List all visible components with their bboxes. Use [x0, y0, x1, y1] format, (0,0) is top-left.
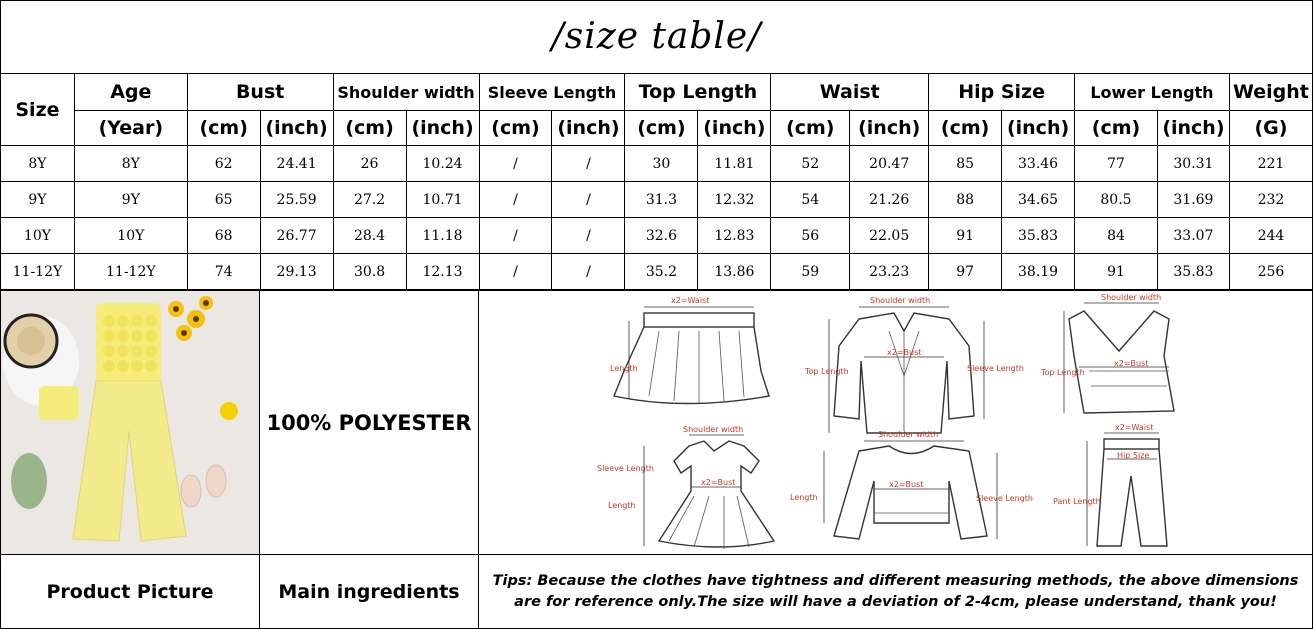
- table-cell: 35.83: [1157, 254, 1229, 290]
- material-text: 100% POLYESTER: [266, 410, 472, 435]
- unit-header: (cm): [333, 111, 406, 146]
- unit-header: (G): [1229, 111, 1312, 146]
- table-cell: 29.13: [260, 254, 333, 290]
- vest-shoulder-label: Shoulder width: [1101, 293, 1162, 302]
- table-cell: 52: [771, 146, 850, 182]
- table-cell: 23.23: [850, 254, 929, 290]
- table-cell: /: [479, 182, 552, 218]
- column-header: Bust: [187, 74, 333, 111]
- table-cell: 35.83: [1002, 218, 1075, 254]
- sweater-bust-label: x2=Bust: [889, 480, 924, 489]
- product-photo: [0, 290, 260, 555]
- table-cell: 80.5: [1075, 182, 1158, 218]
- table-cell: /: [552, 182, 625, 218]
- column-header: Shoulder width: [333, 74, 479, 111]
- unit-header: (inch): [1002, 111, 1075, 146]
- table-row: [1, 254, 1313, 290]
- tips-text: Tips: Because the clothes have tightness and different measuring methods, the above dimensions are for reference only.The size will have a deviation of 2-4cm, please understand, thank you!: [492, 572, 1299, 610]
- pants-hip-label: Hip Size: [1117, 451, 1150, 460]
- unit-header: (cm): [771, 111, 850, 146]
- table-cell: 35.2: [625, 254, 698, 290]
- table-cell: 31.69: [1157, 182, 1229, 218]
- table-cell: 38.19: [1002, 254, 1075, 290]
- dress-sleeve-label: Sleeve Length: [597, 464, 654, 473]
- column-header: Top Length: [625, 74, 771, 111]
- table-cell: 10.71: [406, 182, 479, 218]
- table-header-row: [1, 74, 1313, 111]
- table-cell: 8Y: [74, 146, 187, 182]
- column-header: Lower Length: [1075, 74, 1230, 111]
- table-cell: 13.86: [698, 254, 771, 290]
- jacket-diagram: [804, 296, 1024, 433]
- main-ingredients-label: Main ingredients: [278, 580, 460, 603]
- jacket-toplength-label: Top Length: [805, 367, 849, 376]
- table-cell: 10Y: [74, 218, 187, 254]
- table-cell: 62: [187, 146, 260, 182]
- table-cell: 77: [1075, 146, 1158, 182]
- table-cell: 221: [1229, 146, 1312, 182]
- jacket-shoulder-label: Shoulder width: [870, 296, 931, 305]
- table-cell: 8Y: [1, 146, 75, 182]
- column-header: Weight: [1229, 74, 1312, 111]
- unit-header: (inch): [260, 111, 333, 146]
- table-cell: 10.24: [406, 146, 479, 182]
- table-cell: 9Y: [1, 182, 75, 218]
- table-row: [1, 146, 1313, 182]
- table-cell: 33.46: [1002, 146, 1075, 182]
- table-cell: 12.13: [406, 254, 479, 290]
- pants-diagram: [1053, 423, 1167, 546]
- table-row: [1, 182, 1313, 218]
- table-cell: 33.07: [1157, 218, 1229, 254]
- table-cell: 85: [929, 146, 1002, 182]
- table-cell: 74: [187, 254, 260, 290]
- table-cell: 11-12Y: [1, 254, 75, 290]
- pants-waist-label: x2=Waist: [1115, 423, 1154, 432]
- sweater-shoulder-label: Shoulder width: [878, 430, 939, 439]
- table-cell: /: [479, 146, 552, 182]
- unit-header: (cm): [479, 111, 552, 146]
- table-cell: /: [552, 218, 625, 254]
- table-cell: 11.18: [406, 218, 479, 254]
- main-ingredients-cell: [259, 554, 479, 629]
- size-table: [0, 73, 1313, 290]
- tips-cell: [478, 554, 1313, 629]
- skirt-waist-label: x2=Waist: [671, 296, 710, 305]
- table-cell: 27.2: [333, 182, 406, 218]
- table-cell: /: [552, 254, 625, 290]
- material-cell: [259, 290, 479, 555]
- sweater-diagram: [790, 430, 1033, 539]
- dress-bust-label: x2=Bust: [701, 478, 736, 487]
- table-cell: 30.31: [1157, 146, 1229, 182]
- sweater-length-label: Length: [790, 493, 818, 502]
- table-cell: 26: [333, 146, 406, 182]
- column-header: Hip Size: [929, 74, 1075, 111]
- product-picture-cell: [0, 554, 260, 629]
- unit-header: (cm): [1075, 111, 1158, 146]
- unit-header: (inch): [1157, 111, 1229, 146]
- product-photo-image: [1, 291, 259, 554]
- size-header: Size: [1, 74, 75, 146]
- details-section: [0, 290, 1313, 629]
- product-picture-label: Product Picture: [46, 580, 214, 603]
- table-cell: 24.41: [260, 146, 333, 182]
- skirt-diagram: [610, 296, 769, 404]
- table-cell: 34.65: [1002, 182, 1075, 218]
- table-cell: 65: [187, 182, 260, 218]
- column-header: Sleeve Length: [479, 74, 625, 111]
- vest-toplength-label: Top Length: [1041, 368, 1085, 377]
- table-cell: 30.8: [333, 254, 406, 290]
- table-cell: 25.59: [260, 182, 333, 218]
- dress-shoulder-label: Shoulder width: [683, 425, 744, 434]
- table-cell: 68: [187, 218, 260, 254]
- unit-header: (cm): [625, 111, 698, 146]
- table-cell: 12.32: [698, 182, 771, 218]
- unit-header: (inch): [552, 111, 625, 146]
- sweater-sleeve-label: Sleeve Length: [976, 494, 1033, 503]
- unit-header: (cm): [187, 111, 260, 146]
- unit-header: (cm): [929, 111, 1002, 146]
- table-cell: 32.6: [625, 218, 698, 254]
- table-cell: 97: [929, 254, 1002, 290]
- unit-header: (inch): [698, 111, 771, 146]
- table-cell: 56: [771, 218, 850, 254]
- measurement-diagram-svg: [479, 291, 1312, 554]
- table-cell: 59: [771, 254, 850, 290]
- table-cell: 11.81: [698, 146, 771, 182]
- measurement-diagrams: [478, 290, 1313, 555]
- jacket-sleeve-label: Sleeve Length: [967, 364, 1024, 373]
- table-cell: /: [479, 218, 552, 254]
- table-cell: 11-12Y: [74, 254, 187, 290]
- table-cell: 30: [625, 146, 698, 182]
- table-cell: 232: [1229, 182, 1312, 218]
- table-cell: 88: [929, 182, 1002, 218]
- table-cell: 21.26: [850, 182, 929, 218]
- table-row: [1, 218, 1313, 254]
- table-cell: 26.77: [260, 218, 333, 254]
- vest-bust-label: x2=Bust: [1114, 359, 1149, 368]
- dress-length-label: Length: [608, 501, 636, 510]
- table-cell: 244: [1229, 218, 1312, 254]
- column-header: Waist: [771, 74, 929, 111]
- table-cell: 12.83: [698, 218, 771, 254]
- table-cell: 10Y: [1, 218, 75, 254]
- unit-header: (inch): [850, 111, 929, 146]
- column-header: Age: [74, 74, 187, 111]
- table-units-row: [1, 111, 1313, 146]
- unit-header: (Year): [74, 111, 187, 146]
- table-cell: 256: [1229, 254, 1312, 290]
- table-cell: 28.4: [333, 218, 406, 254]
- table-cell: 31.3: [625, 182, 698, 218]
- vest-diagram: [1040, 293, 1174, 413]
- table-cell: /: [552, 146, 625, 182]
- pants-length-label: Pant Length: [1053, 497, 1101, 506]
- unit-header: (inch): [406, 111, 479, 146]
- table-cell: 91: [1075, 254, 1158, 290]
- skirt-length-label: Length: [610, 364, 638, 373]
- table-cell: 20.47: [850, 146, 929, 182]
- page-title: /size table/: [551, 16, 762, 57]
- jacket-bust-label: x2=Bust: [887, 348, 922, 357]
- table-cell: /: [479, 254, 552, 290]
- table-cell: 84: [1075, 218, 1158, 254]
- table-cell: 9Y: [74, 182, 187, 218]
- table-cell: 22.05: [850, 218, 929, 254]
- table-cell: 54: [771, 182, 850, 218]
- dress-diagram: [597, 425, 774, 549]
- table-cell: 91: [929, 218, 1002, 254]
